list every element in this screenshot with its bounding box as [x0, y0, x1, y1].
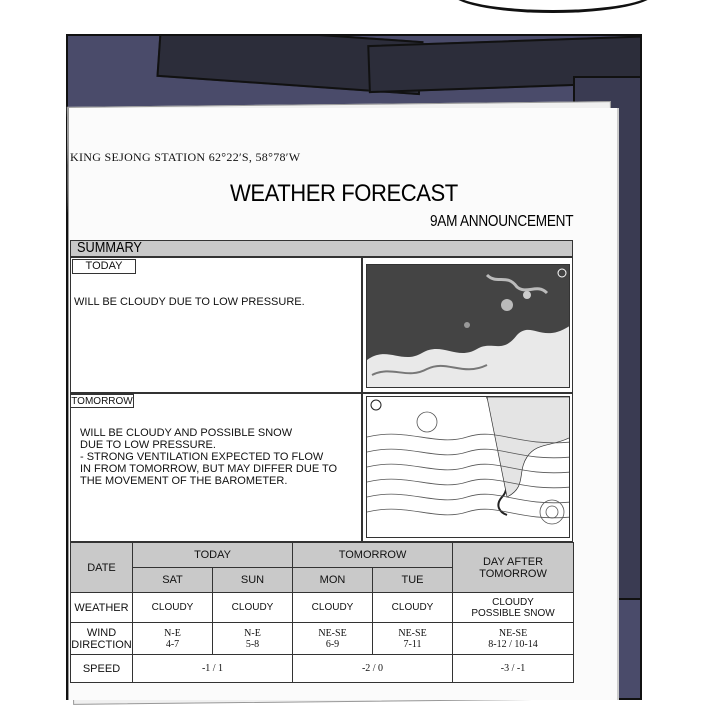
- wind-direction: NE-SE: [398, 627, 427, 639]
- weather-map-graphic: [367, 397, 570, 538]
- tomorrow-summary-line: - STRONG VENTILATION EXPECTED TO FLOW: [80, 451, 324, 463]
- station-header: KING SEJONG STATION 62°22′S, 58°78′W: [70, 150, 301, 164]
- forecast-table: [70, 542, 574, 683]
- today-summary-text: WILL BE CLOUDY DUE TO LOW PRESSURE.: [74, 296, 305, 308]
- tomorrow-header: TOMORROW: [293, 543, 453, 568]
- speed-cell-tomorrow: -2 / 0: [293, 655, 453, 683]
- speech-bubble-edge: [450, 0, 656, 13]
- tomorrow-summary-line: IN FROM TOMORROW, BUT MAY DIFFER DUE TO: [80, 463, 338, 475]
- weather-line: CLOUDY: [492, 596, 534, 608]
- tomorrow-summary-line: DUE TO LOW PRESSURE.: [80, 439, 216, 451]
- tomorrow-summary-line: WILL BE CLOUDY AND POSSIBLE SNOW: [80, 427, 293, 439]
- summary-label: SUMMARY: [77, 239, 142, 256]
- wind-direction: NE-SE: [318, 627, 347, 639]
- wind-row-label: [71, 623, 133, 655]
- weather-line: POSSIBLE SNOW: [471, 607, 555, 619]
- satellite-image-graphic: [367, 265, 570, 388]
- wind-cell: [293, 623, 373, 655]
- weather-cell: CLOUDY: [133, 593, 213, 623]
- tomorrow-tag: TOMORROW: [71, 396, 133, 407]
- day-after-header: DAY AFTER TOMORROW: [453, 543, 574, 593]
- wind-label-line: WIND: [86, 626, 117, 639]
- day-mon: MON: [293, 568, 373, 593]
- day-sun: SUN: [213, 568, 293, 593]
- tomorrow-summary-line: THE MOVEMENT OF THE BAROMETER.: [80, 475, 288, 487]
- wind-cell: [373, 623, 453, 655]
- wind-speed-range: 8-12 / 10-14: [488, 638, 538, 650]
- day-sat: SAT: [133, 568, 213, 593]
- wind-direction: NE-SE: [498, 627, 528, 639]
- wind-speed-range: 5-8: [245, 638, 260, 650]
- wind-label-line: DIRECTION: [71, 638, 132, 651]
- wind-cell: [133, 623, 213, 655]
- speed-row-label: SPEED: [71, 655, 133, 683]
- page-title: WEATHER FORECAST: [230, 180, 458, 207]
- wind-cell-day-after: [453, 623, 574, 655]
- weather-cell: CLOUDY: [213, 593, 293, 623]
- wind-cell: [213, 623, 293, 655]
- date-header: DATE: [71, 543, 133, 593]
- wind-speed-range: 6-9: [325, 638, 340, 650]
- announcement-label: 9AM ANNOUNCEMENT: [430, 213, 574, 230]
- wind-direction: N-E: [244, 627, 261, 639]
- wind-speed-range: 7-11: [403, 638, 422, 650]
- wind-direction: N-E: [164, 627, 181, 639]
- weather-row-label: WEATHER: [71, 593, 133, 623]
- speed-cell-day-after: -3 / -1: [453, 655, 574, 683]
- wind-speed-range: 4-7: [165, 638, 180, 650]
- today-header: TODAY: [133, 543, 293, 568]
- weather-cell: CLOUDY: [293, 593, 373, 623]
- summary-bar: [70, 240, 573, 257]
- tomorrow-summary-text: [80, 427, 337, 487]
- day-tue: TUE: [373, 568, 453, 593]
- weather-cell: CLOUDY: [373, 593, 453, 623]
- today-tag: TODAY: [72, 259, 136, 274]
- today-summary-box: [70, 257, 362, 393]
- weather-map: [366, 396, 570, 538]
- speed-cell-today: -1 / 1: [133, 655, 293, 683]
- satellite-image: [366, 264, 570, 388]
- weather-cell-day-after: [453, 593, 574, 623]
